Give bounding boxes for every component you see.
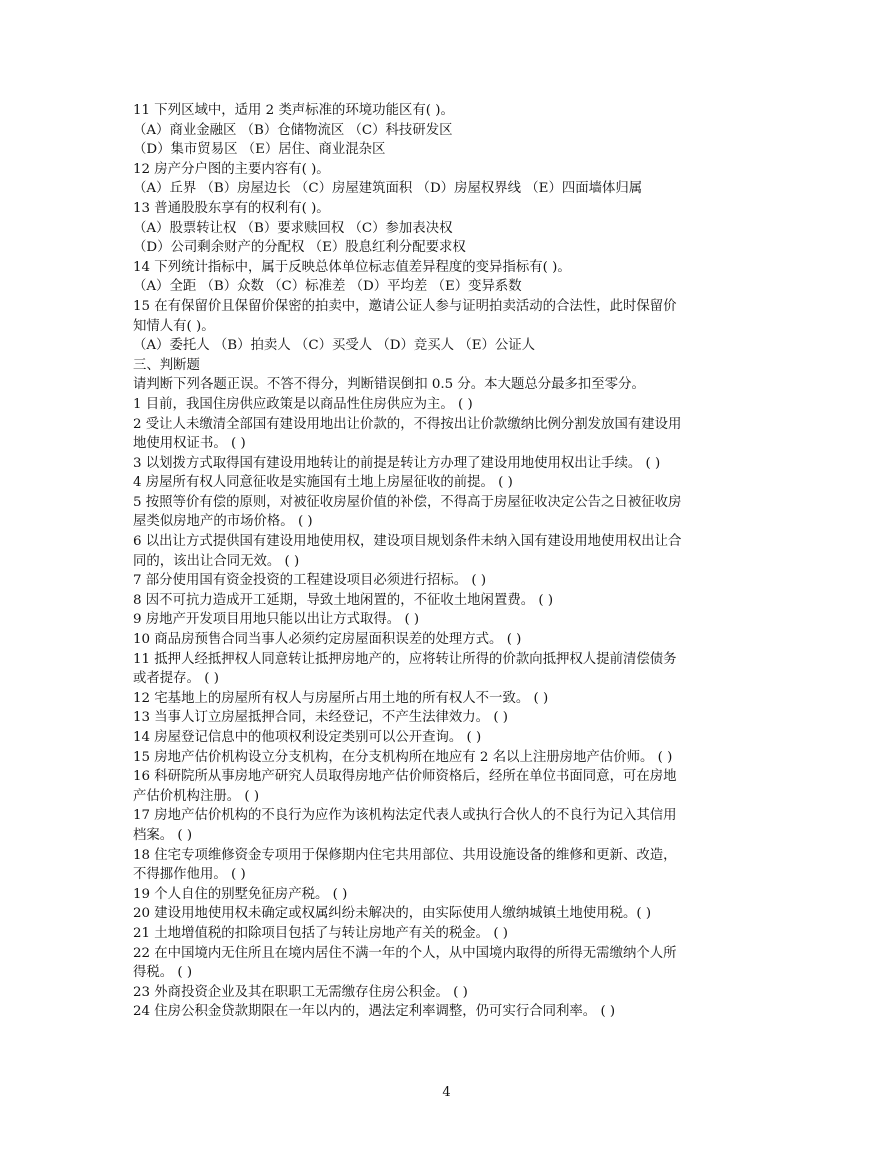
text-line: 24 住房公积金贷款期限在一年以内的，遇法定利率调整，仍可实行合同利率。 ( ) [133,1004,616,1020]
text-line: 2 受让人未缴清全部国有建设用地出让价款的，不得按出让价款缴纳比例分割发放国有建设用 [133,416,682,432]
text-line: 17 房地产估价机构的不良行为应作为该机构法定代表人或执行合伙人的不良行为记入其信用 [133,808,677,824]
text-line: （A）商业金融区 （B）仓储物流区 （C）科技研发区 [133,122,453,138]
text-line: 不得挪作他用。 ( ) [133,867,246,883]
text-line: 20 建设用地使用权未确定或权属纠纷未解决的，由实际使用人缴纳城镇土地使用税。( ) [133,906,652,922]
text-line: 6 以出让方式提供国有建设用地使用权，建设项目规划条件未纳入国有建设用地使用权出让合 [133,534,682,550]
text-line: 15 房地产估价机构设立分支机构，在分支机构所在地应有 2 名以上注册房地产估价师。 ( ) [133,749,673,765]
text-line: 22 在中国境内无住所且在境内居住不满一年的个人，从中国境内取得的所得无需缴纳个人所 [133,945,677,961]
text-line: 3 以划拨方式取得国有建设用地转让的前提是转让方办理了建设用地使用权出让手续。 ( ) [133,455,661,471]
text-line: 5 按照等价有偿的原则，对被征收房屋价值的补偿，不得高于房屋征收决定公告之日被征收房 [133,494,682,510]
text-line: 8 因不可抗力造成开工延期，导致土地闲置的，不征收土地闲置费。 ( ) [133,592,554,608]
text-line: 12 房产分户图的主要内容有( )。 [133,161,330,177]
page-body [133,101,765,1022]
text-line: 档案。 ( ) [133,827,193,843]
text-line: 21 土地增值税的扣除项目包括了与转让房地产有关的税金。 ( ) [133,925,509,941]
text-line: （A）全距 （B）众数 （C）标准差 （D）平均差 （E）变异系数 [133,279,522,295]
text-line: 12 宅基地上的房屋所有权人与房屋所占用土地的所有权人不一致。 ( ) [133,690,549,706]
text-line: 14 房屋登记信息中的他项权利设定类别可以公开查询。 ( ) [133,730,482,745]
text-line: （A）股票转让权 （B）要求赎回权 （C）参加表决权 [133,220,453,236]
text-line: 23 外商投资企业及其在职职工无需缴存住房公积金。 ( ) [133,984,468,1000]
text-line: 或者提存。 ( ) [133,671,219,687]
text-line: 同的，该出让合同无效。 ( ) [133,553,300,569]
text-line: 4 房屋所有权人同意征收是实施国有土地上房屋征收的前提。 ( ) [133,475,513,491]
text-line: 产估价机构注册。 ( ) [133,788,260,804]
text-line: 9 房地产开发项目用地只能以出让方式取得。 ( ) [133,612,420,628]
text-line: 屋类似房地产的市场价格。 ( ) [133,514,313,530]
text-line: 三、判断题 [133,357,200,373]
text-line: 19 个人自住的别墅免征房产税。 ( ) [133,886,348,902]
text-line: 16 科研院所从事房地产研究人员取得房地产估价师资格后，经所在单位书面同意，可在房地 [133,769,677,785]
text-line: 7 部分使用国有资金投资的工程建设项目必须进行招标。 ( ) [133,573,487,589]
text-line: （D）集市贸易区 （E）居住、商业混杂区 [133,142,386,158]
text-line: 得税。 ( ) [133,965,193,981]
text-line: （D）公司剩余财产的分配权 （E）股息红利分配要求权 [133,240,466,256]
text-line: 知情人有( )。 [133,318,215,334]
text-line: 15 在有保留价且保留价保密的拍卖中，邀请公证人参与证明拍卖活动的合法性，此时保留价 [133,298,677,314]
text-line: 10 商品房预售合同当事人必须约定房屋面积误差的处理方式。 ( ) [133,632,522,648]
page-number: 4 [442,1085,451,1100]
text-line: 14 下列统计指标中，属于反映总体单位标志值差异程度的变异指标有( )。 [133,259,571,275]
text-line: 18 住宅专项维修资金专项用于保修期内住宅共用部位、共用设施设备的维修和更新、改造， [133,847,677,863]
text-line: 11 下列区域中，适用 2 类声标准的环境功能区有( )。 [133,103,454,118]
text-line: 13 普通股股东享有的权利有( )。 [133,200,330,216]
text-line: （A）委托人 （B）拍卖人 （C）买受人 （D）竞买人 （E）公证人 [133,338,536,354]
text-line: 13 当事人订立房屋抵押合同，未经登记，不产生法律效力。 ( ) [133,710,509,726]
text-line: （A）丘界 （B）房屋边长 （C）房屋建筑面积 （D）房屋权界线 （E）四面墙体归属 [133,181,643,197]
text-line: 11 抵押人经抵押权人同意转让抵押房地产的，应将转让所得的价款向抵押权人提前清偿债务 [133,651,677,667]
text-line: 地使用权证书。 ( ) [133,436,246,452]
text-line: 请判断下列各题正误。不答不得分，判断错误倒扣 0.5 分。本大题总分最多扣至零分。 [133,377,645,393]
text-line: 1 目前，我国住房供应政策是以商品性住房供应为主。 ( ) [133,396,473,412]
